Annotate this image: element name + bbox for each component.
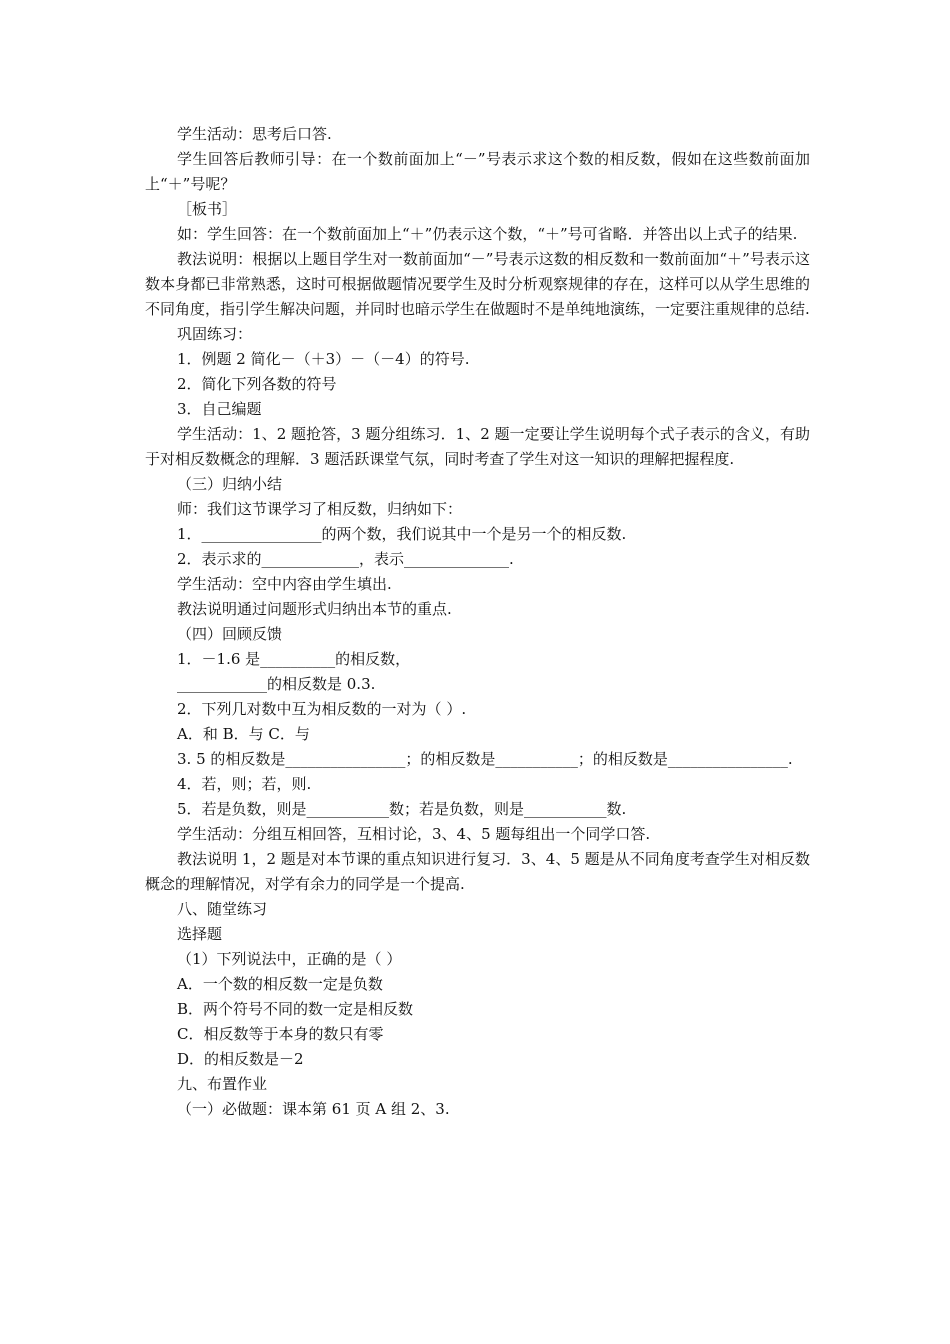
paragraph: 学生活动：空中内容由学生填出.: [177, 575, 392, 593]
fill-in-item: 5．若是负数，则是___________数；若是负数，则是___________数.: [177, 800, 627, 818]
paragraph: 2．简化下列各数的符号: [177, 375, 337, 393]
question: 4．若，则；若，则.: [177, 775, 312, 793]
fill-in-item: 1．________________的两个数，我们说其中一个是另一个的相反数.: [177, 525, 627, 543]
question: （1）下列说法中，正确的是（ ）: [177, 950, 402, 968]
question: 2．下列几对数中互为相反数的一对为（ ）.: [177, 700, 467, 718]
choice-option: D．的相反数是－2: [177, 1050, 304, 1068]
paragraph: 师：我们这节课学习了相反数，归纳如下：: [177, 500, 463, 518]
choice-option: B．两个符号不同的数一定是相反数: [177, 1000, 414, 1018]
paragraph: 学生活动：思考后口答.: [177, 125, 332, 143]
fill-in-item: 2．表示求的_____________，表示______________.: [177, 550, 514, 568]
section-heading: （三）归纳小结: [177, 475, 283, 493]
paragraph: 教法说明：根据以上题目学生对一数前面加“－”号表示这数的相反数和一数前面加“＋”号表示这数本身都已非常熟悉，这时可根据做题情况要学生及时分析观察规律的存在，这样可以从学生思维的不同角度，指引学生解决问题，并同时也暗示学生在做题时不是单纯地演练，一定要注重规律的总结.: [145, 250, 810, 318]
paragraph: 教法说明 1，2 题是对本节课的重点知识进行复习．3、4、5 题是从不同角度考查学生对相反数概念的理解情况，对学有余力的同学是一个提高.: [145, 850, 810, 893]
paragraph: 教法说明通过问题形式归纳出本节的重点.: [177, 600, 452, 618]
fill-in-item: ____________的相反数是 0.3.: [177, 675, 376, 693]
fill-in-item: 3. 5 的相反数是________________；的相反数是___________；的相反数是________________.: [177, 750, 793, 768]
paragraph: 学生回答后教师引导：在一个数前面加上“－”号表示求这个数的相反数，假如在这些数前面加上“＋”号呢？: [145, 150, 810, 193]
paragraph: 3．自己编题: [177, 400, 262, 418]
section-heading: （四）回顾反馈: [177, 625, 283, 643]
paragraph: （一）必做题：课本第 61 页 A 组 2、3.: [177, 1100, 450, 1118]
paragraph: 学生活动：1、2 题抢答，3 题分组练习．1、2 题一定要让学生说明每个式子表示的含义，有助于对相反数概念的理解．3 题活跃课堂气氛，同时考查了学生对这一知识的理解把握程度.: [145, 425, 810, 468]
subheading: 选择题: [177, 925, 223, 943]
paragraph: 学生活动：分组互相回答，互相讨论，3、4、5 题每组出一个同学口答.: [177, 825, 651, 843]
paragraph: ［板书］: [177, 200, 238, 218]
fill-in-item: 1．－1.6 是__________的相反数，: [177, 650, 411, 668]
choice-options: A．和 B．与 C．与: [177, 725, 310, 743]
section-heading: 九、布置作业: [177, 1075, 268, 1093]
choice-option: C．相反数等于本身的数只有零: [177, 1025, 384, 1043]
document-body: [145, 122, 810, 1122]
section-heading: 八、随堂练习: [177, 900, 268, 918]
paragraph: 1．例题 2 简化－（＋3）－（－4）的符号.: [177, 350, 470, 368]
paragraph: 巩固练习：: [177, 325, 253, 343]
choice-option: A．一个数的相反数一定是负数: [177, 975, 383, 993]
paragraph: 如：学生回答：在一个数前面加上“＋”仍表示这个数，“＋”号可省略．并答出以上式子的结果.: [177, 225, 798, 243]
